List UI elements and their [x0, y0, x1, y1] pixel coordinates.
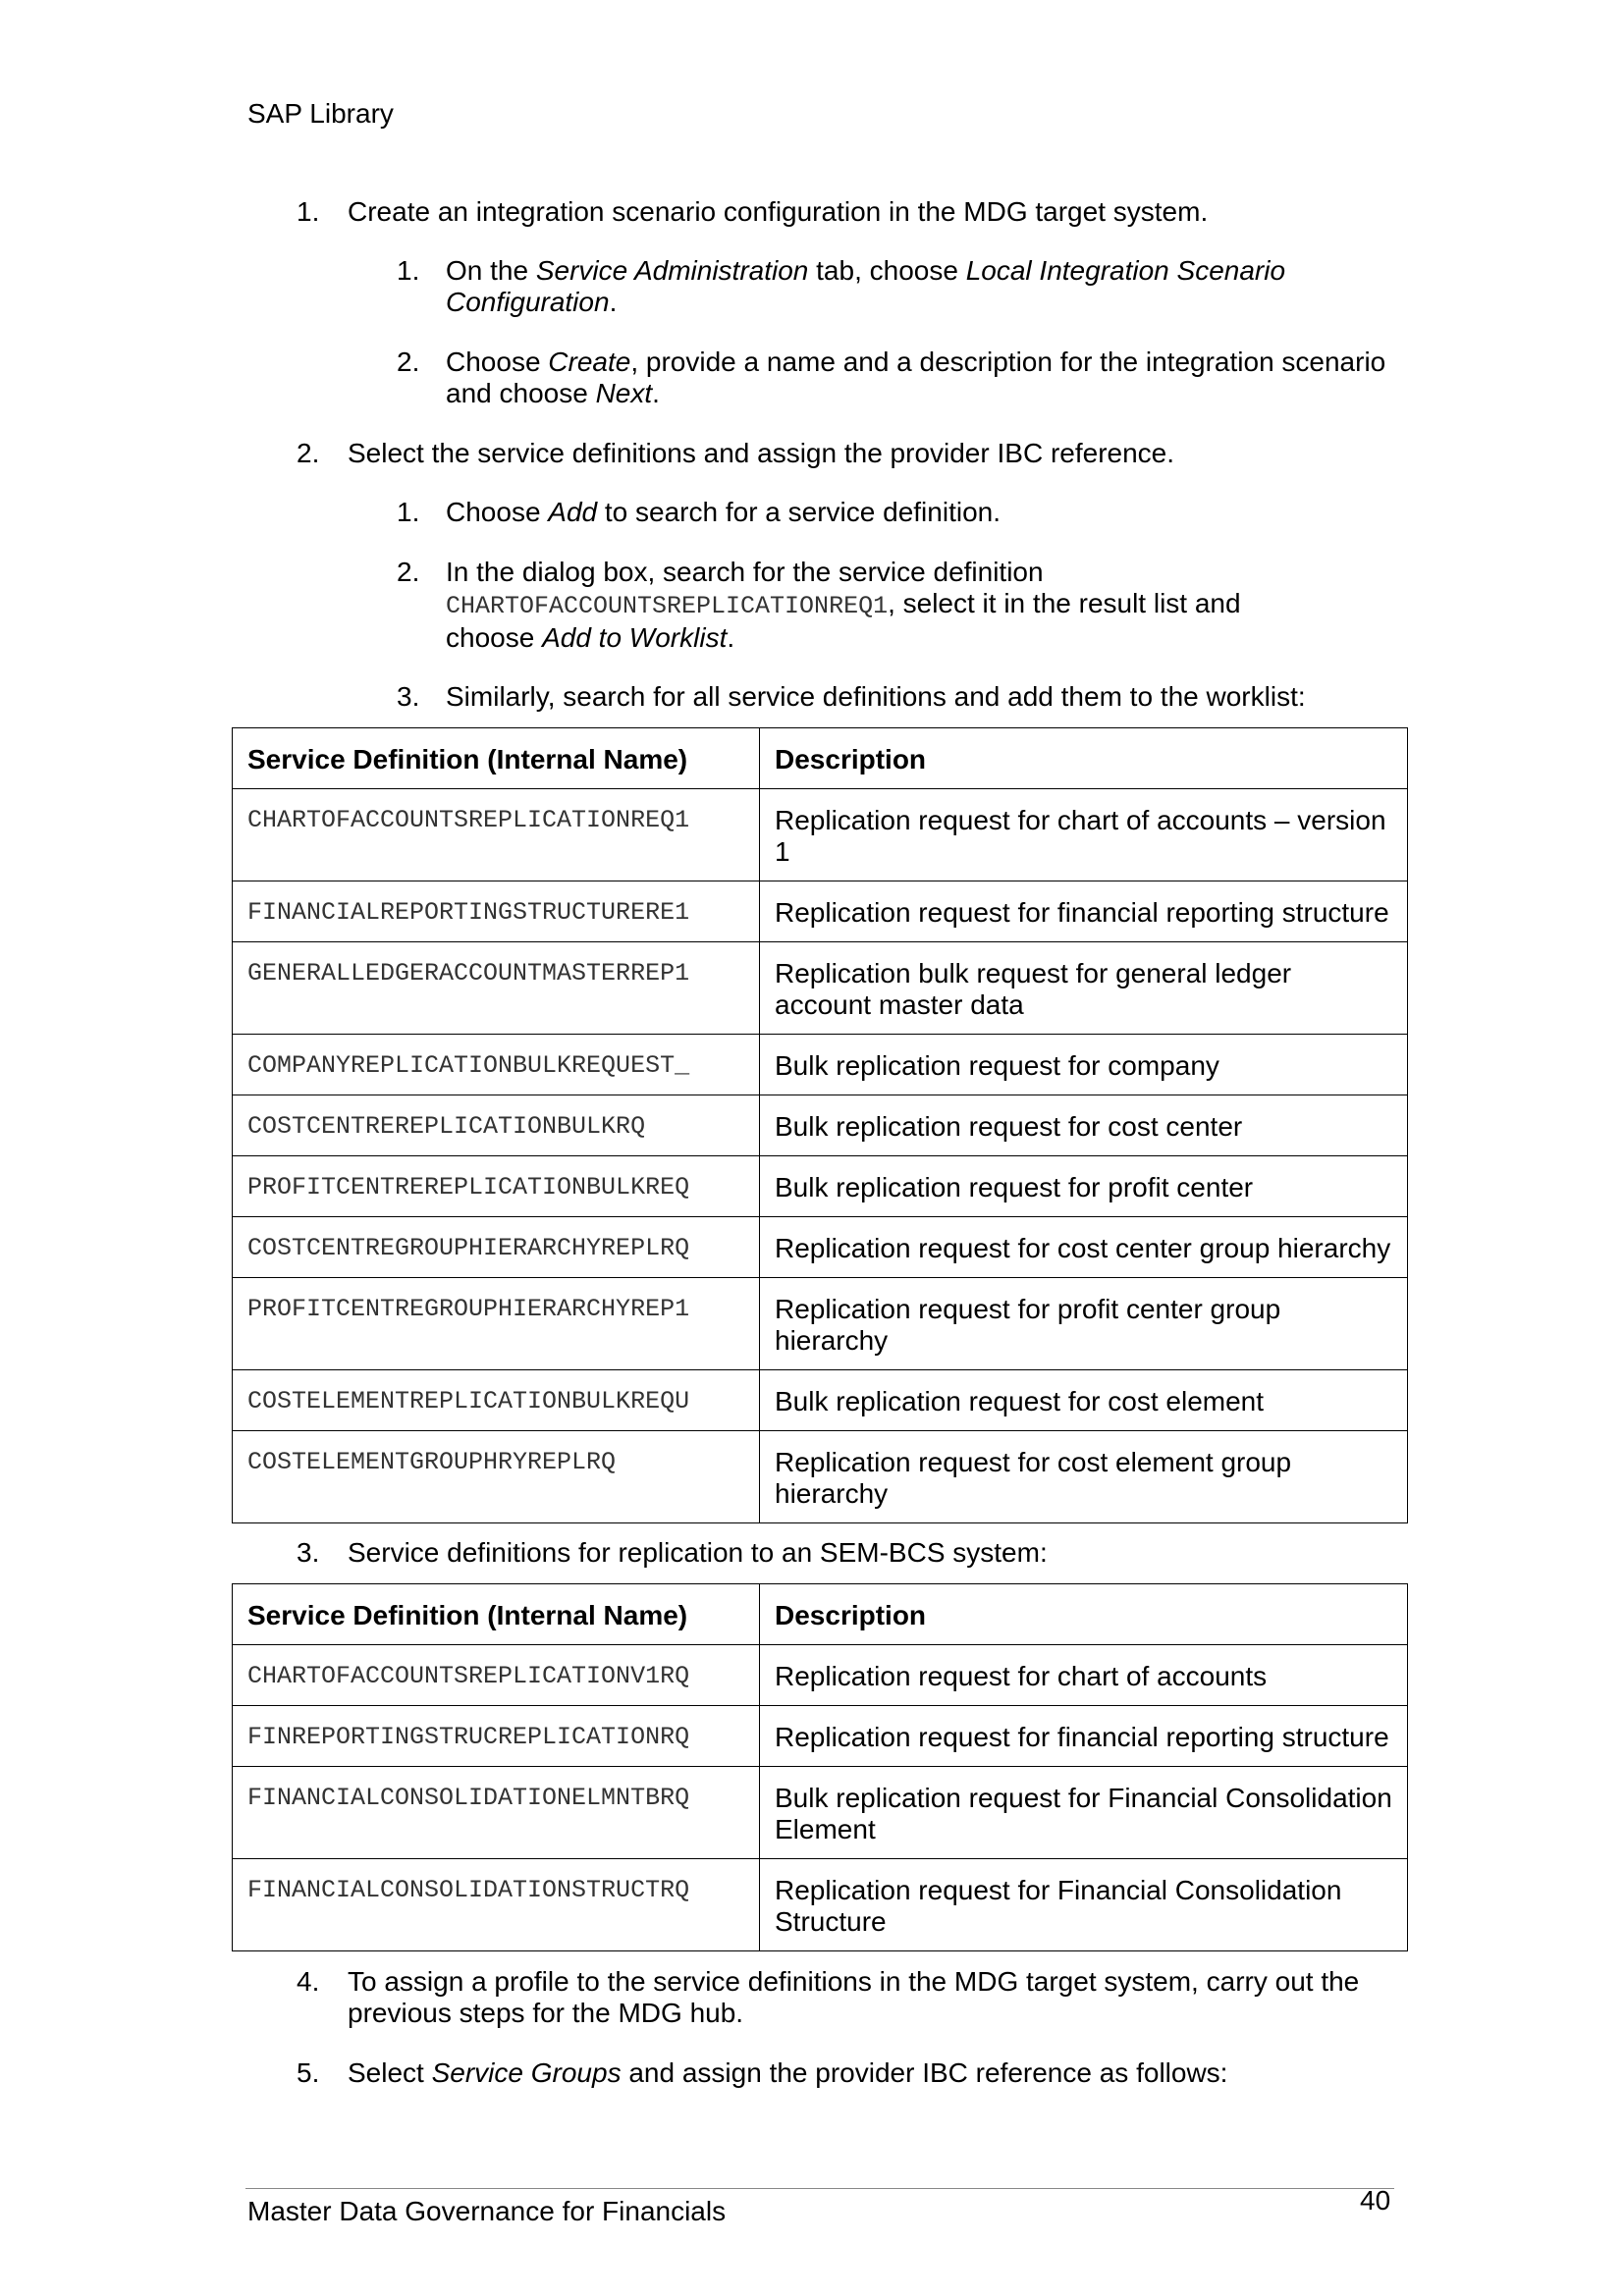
table-row: [233, 1035, 1408, 1095]
step-text: Similarly, search for all service definitions and add them to the worklist:: [446, 681, 1306, 712]
text: previous steps for the MDG hub.: [348, 1998, 744, 2028]
service-definition-name: CHARTOFACCOUNTSREPLICATIONV1RQ: [233, 1645, 760, 1706]
step-number: 2.: [397, 347, 420, 377]
text: and choose: [446, 378, 596, 408]
service-definition-name: FINANCIALCONSOLIDATIONSTRUCTRQ: [233, 1859, 760, 1951]
sem-bcs-service-definitions-table: [232, 1583, 1408, 1951]
column-header: Description: [760, 728, 1408, 789]
table-row: [233, 789, 1408, 881]
text: On the: [446, 255, 536, 286]
text: and assign the provider IBC reference as follows:: [621, 2057, 1228, 2088]
step-number: 1.: [297, 196, 320, 227]
text: .: [652, 378, 660, 408]
service-definition-name: COSTELEMENTGROUPHRYREPLRQ: [233, 1431, 760, 1523]
service-description: Bulk replication request for Financial Consolidation Element: [760, 1767, 1408, 1859]
text: , provide a name and a description for the integration scenario: [630, 347, 1386, 377]
step-number: 3.: [297, 1537, 320, 1568]
step-text: Create an integration scenario configuration in the MDG target system.: [348, 196, 1209, 227]
table-row: [233, 1431, 1408, 1523]
table-row: [233, 881, 1408, 942]
text: In the dialog box, search for the service definition: [446, 557, 1044, 587]
service-description: Bulk replication request for cost element: [760, 1370, 1408, 1431]
service-description: Replication bulk request for general ledger account master data: [760, 942, 1408, 1035]
service-description: Replication request for cost element group hierarchy: [760, 1431, 1408, 1523]
service-description: Replication request for profit center group hierarchy: [760, 1278, 1408, 1370]
text: To assign a profile to the service definitions in the MDG target system, carry out the: [348, 1966, 1360, 1997]
service-definition-name: GENERALLEDGERACCOUNTMASTERREP1: [233, 942, 760, 1035]
service-description: Replication request for financial reporting structure: [760, 881, 1408, 942]
step-number: 2.: [297, 438, 320, 468]
service-description: Bulk replication request for cost center: [760, 1095, 1408, 1156]
table-row: [233, 1156, 1408, 1217]
text: Choose: [446, 347, 549, 377]
service-description: Replication request for financial reporting structure: [760, 1706, 1408, 1767]
page-number: 40: [1360, 2185, 1391, 2216]
table-row: [233, 1217, 1408, 1278]
text: choose: [446, 622, 543, 653]
table-row: [233, 1278, 1408, 1370]
text: to search for a service definition.: [597, 497, 1001, 527]
step-number: 3.: [397, 681, 420, 712]
service-definition-code: CHARTOFACCOUNTSREPLICATIONREQ1: [446, 592, 889, 620]
table-row: [233, 1095, 1408, 1156]
service-description: Bulk replication request for company: [760, 1035, 1408, 1095]
service-definitions-table: [232, 727, 1408, 1523]
service-definition-name: PROFITCENTREGROUPHIERARCHYREP1: [233, 1278, 760, 1370]
ui-term: Add to Worklist: [542, 622, 728, 653]
service-description: Bulk replication request for profit center: [760, 1156, 1408, 1217]
ui-term: Configuration: [446, 287, 610, 317]
step-number: 5.: [297, 2057, 320, 2088]
table-row: [233, 1767, 1408, 1859]
step-1: [297, 196, 1208, 228]
table-row: [233, 1859, 1408, 1951]
ui-term: Service Groups: [431, 2057, 622, 2088]
step-number: 2.: [397, 557, 420, 587]
service-description: Replication request for cost center group hierarchy: [760, 1217, 1408, 1278]
ui-term: Local Integration Scenario: [965, 255, 1286, 286]
step-5: [297, 2057, 1227, 2089]
text: Select: [348, 2057, 432, 2088]
ui-term: Service Administration: [535, 255, 809, 286]
step-2-3: [397, 681, 1306, 713]
ui-term: Create: [548, 347, 631, 377]
footer-title: Master Data Governance for Financials: [247, 2196, 727, 2226]
footer-divider: [245, 2188, 1394, 2189]
step-1-1: [397, 255, 1398, 318]
service-description: Replication request for chart of accounts: [760, 1645, 1408, 1706]
step-2-1: [397, 497, 1001, 528]
service-definition-name: CHARTOFACCOUNTSREPLICATIONREQ1: [233, 789, 760, 881]
column-header: Service Definition (Internal Name): [233, 1584, 760, 1645]
table-row: [233, 1645, 1408, 1706]
column-header: Service Definition (Internal Name): [233, 728, 760, 789]
step-number: 4.: [297, 1966, 320, 1997]
service-definition-name: FINANCIALREPORTINGSTRUCTURERE1: [233, 881, 760, 942]
step-1-2: [397, 347, 1418, 409]
service-definition-name: COSTELEMENTREPLICATIONBULKREQU: [233, 1370, 760, 1431]
step-number: 1.: [397, 255, 420, 286]
table-row: [233, 942, 1408, 1035]
page-header-title: SAP Library: [247, 98, 394, 129]
step-2-2: [397, 557, 1418, 654]
service-description: Replication request for chart of accounts – version 1: [760, 789, 1408, 881]
text: Choose: [446, 497, 549, 527]
service-definition-name: COMPANYREPLICATIONBULKREQUEST_: [233, 1035, 760, 1095]
text: , select it in the result list and: [888, 588, 1241, 618]
step-number: 1.: [397, 497, 420, 527]
table-row: [233, 1706, 1408, 1767]
ui-term: Next: [595, 378, 653, 408]
service-definition-name: PROFITCENTREREPLICATIONBULKREQ: [233, 1156, 760, 1217]
service-definition-name: COSTCENTREREPLICATIONBULKRQ: [233, 1095, 760, 1156]
column-header: Description: [760, 1584, 1408, 1645]
step-text: Service definitions for replication to an SEM-BCS system:: [348, 1537, 1048, 1568]
step-3: [297, 1537, 1048, 1569]
service-definition-name: COSTCENTREGROUPHIERARCHYREPLRQ: [233, 1217, 760, 1278]
text: tab, choose: [808, 255, 966, 286]
text: .: [609, 287, 618, 317]
table-row: [233, 1370, 1408, 1431]
text: .: [727, 622, 735, 653]
service-definition-name: FINANCIALCONSOLIDATIONELMNTBRQ: [233, 1767, 760, 1859]
service-description: Replication request for Financial Consolidation Structure: [760, 1859, 1408, 1951]
service-definition-name: FINREPORTINGSTRUCREPLICATIONRQ: [233, 1706, 760, 1767]
step-2: [297, 438, 1174, 469]
step-text: Select the service definitions and assign the provider IBC reference.: [348, 438, 1175, 468]
ui-term: Add: [548, 497, 598, 527]
step-4: [297, 1966, 1406, 2029]
